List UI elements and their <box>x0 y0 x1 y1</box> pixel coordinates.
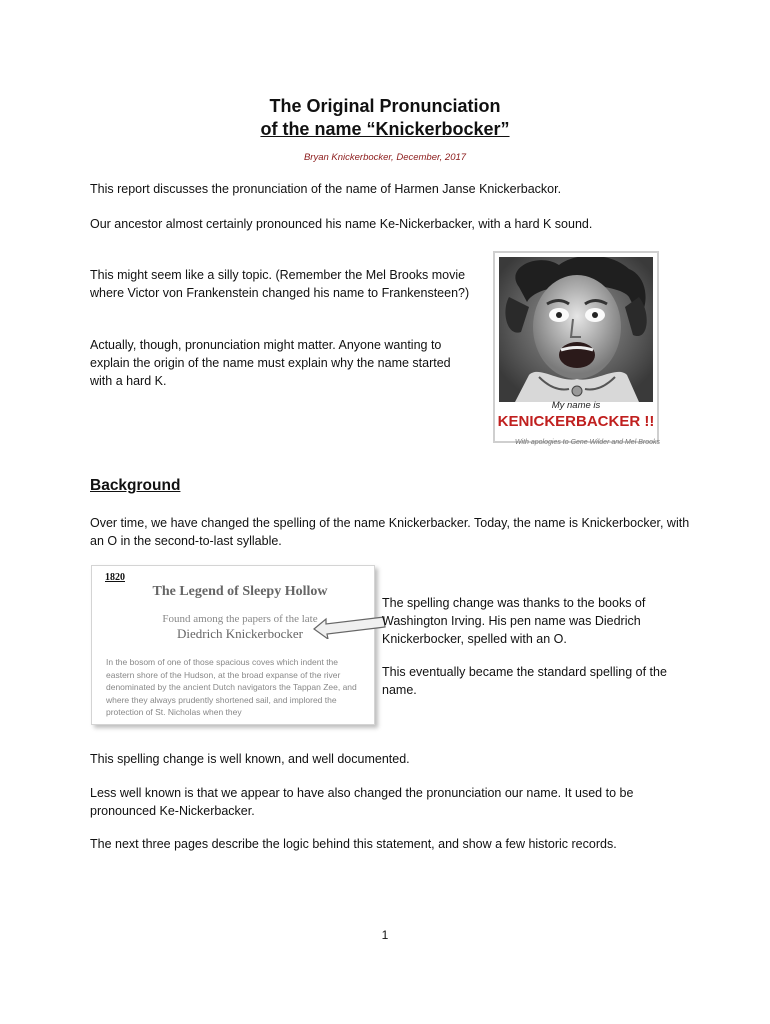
arrow-left-icon <box>312 613 388 639</box>
side-paragraph-1: The spelling change was thanks to the books of Washington Irving. His pen name was Diedrich Knickerbocker, spelled with an O. <box>382 596 646 646</box>
intro-paragraph-1: This report discusses the pronunciation of the name of Harmen Janse Knickerbackor. <box>90 182 562 196</box>
closing-paragraph-2: Less well known is that we appear to have also changed the pronunciation our name. It used to be pronounced Ke-Nickerbacker. <box>90 786 634 818</box>
background-paragraph-1: Over time, we have changed the spelling of the name Knickerbacker. Today, the name is Knickerbocker, with an O in the second-to-last syllable. <box>90 516 690 548</box>
photo-caption-big: KENICKERBACKER !! <box>497 413 655 430</box>
byline: Bryan Knickerbocker, December, 2017 <box>303 152 467 163</box>
intro-paragraph-4: Actually, though, pronunciation might matter. Anyone wanting to explain the origin of the name must explain why the name started with a hard K. <box>90 338 451 388</box>
photo-caption-small: My name is <box>551 400 601 411</box>
title-line-2: of the name “Knickerbocker” <box>260 119 510 139</box>
book-author: Diedrich Knickerbocker <box>177 626 303 641</box>
intro-paragraph-3: This might seem like a silly topic. (Remember the Mel Brooks movie where Victor von Frankenstein changed his name to Frankensteen?) <box>90 268 470 300</box>
title-line-1: The Original Pronunciation <box>269 96 501 116</box>
closing-paragraph-3: The next three pages describe the logic behind this statement, and show a few historic records. <box>90 837 617 851</box>
book-found-line: Found among the papers of the late <box>162 613 318 625</box>
page-title <box>0 95 770 141</box>
side-paragraph-2: This eventually became the standard spelling of the name. <box>382 665 667 697</box>
book-title: The Legend of Sleepy Hollow <box>152 584 328 599</box>
screaming-man-photo <box>499 257 653 402</box>
closing-paragraph-1: This spelling change is well known, and well documented. <box>90 752 410 766</box>
page-number: 1 <box>381 928 389 942</box>
photo-credit: With apologies to Gene Wilder and Mel Brooks <box>514 439 660 446</box>
intro-paragraph-2: Our ancestor almost certainly pronounced his name Ke-Nickerbacker, with a hard K sound. <box>90 217 593 231</box>
section-heading-background: Background <box>90 477 181 494</box>
book-excerpt-text: In the bosom of one of those spacious coves which indent the eastern shore of the Hudson, at the broad expanse of the river denominated by the ancient Dutch navigators the Tappan Zee, and where they always prudently shortened sail, and implored the protection of St. Nicholas when they <box>106 657 357 717</box>
book-excerpt-box <box>91 565 375 725</box>
book-year: 1820 <box>105 572 125 583</box>
